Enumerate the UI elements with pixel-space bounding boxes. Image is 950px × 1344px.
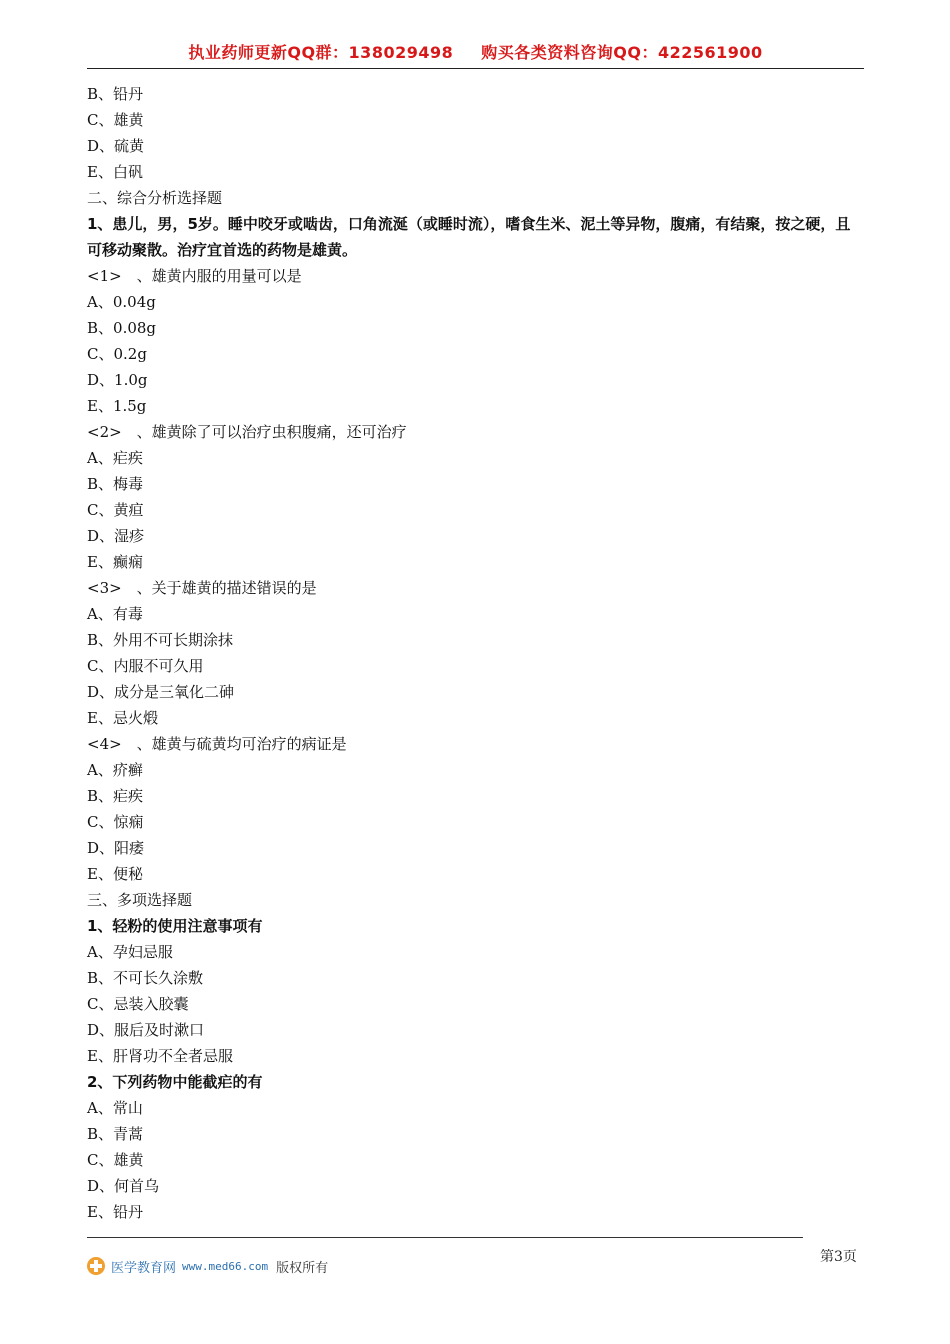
footer-brand xyxy=(87,1256,328,1276)
text-line: D、服后及时漱口 xyxy=(87,1021,205,1039)
text-line: <3> 、关于雄黄的描述错误的是 xyxy=(87,579,317,597)
text-line: <1> 、雄黄内服的用量可以是 xyxy=(87,267,302,285)
text-line: C、0.2g xyxy=(87,345,147,363)
text-line: D、1.0g xyxy=(87,371,148,389)
text-line: B、疟疾 xyxy=(87,787,144,805)
text-line: <2> 、雄黄除了可以治疗虫积腹痛，还可治疗 xyxy=(87,423,407,441)
text-line: A、孕妇忌服 xyxy=(87,943,173,961)
text-line: 二、综合分析选择题 xyxy=(87,189,223,207)
text-line: E、癫痫 xyxy=(87,553,143,571)
text-line: A、0.04g xyxy=(87,293,156,311)
text-line: E、白矾 xyxy=(87,163,143,181)
text-line: C、忌装入胶囊 xyxy=(87,995,189,1013)
text-line: E、便秘 xyxy=(87,865,143,883)
text-line: B、0.08g xyxy=(87,319,157,337)
text-line: A、疟疾 xyxy=(87,449,143,467)
medical-cross-logo-icon xyxy=(87,1257,105,1275)
question-stem: 可移动聚散。治疗宜首选的药物是雄黄。 xyxy=(87,241,358,259)
text-line: D、湿疹 xyxy=(87,527,145,545)
question-stem: 2、下列药物中能截疟的有 xyxy=(87,1073,263,1091)
document-body xyxy=(87,81,864,1225)
header-qq-contact: 购买各类资料咨询QQ：422561900 xyxy=(481,43,763,62)
text-line: B、不可长久涂敷 xyxy=(87,969,204,987)
brand-url[interactable]: www.med66.com xyxy=(182,1259,269,1273)
text-line: A、有毒 xyxy=(87,605,143,623)
text-line: E、忌火煅 xyxy=(87,709,158,727)
text-line: D、何首乌 xyxy=(87,1177,160,1195)
text-line: E、1.5g xyxy=(87,397,147,415)
text-line: C、雄黄 xyxy=(87,1151,144,1169)
question-stem: 1、患儿，男，5岁。睡中咬牙或啮齿，口角流涎（或睡时流），嗜食生米、泥土等异物，腹痛，有结聚，按之硬，且 xyxy=(87,215,851,233)
text-line: B、铅丹 xyxy=(87,85,144,103)
text-line: D、硫黄 xyxy=(87,137,145,155)
text-line: A、疥癣 xyxy=(87,761,143,779)
text-line: <4> 、雄黄与硫黄均可治疗的病证是 xyxy=(87,735,347,753)
text-line: E、肝肾功不全者忌服 xyxy=(87,1047,233,1065)
text-line: B、青蒿 xyxy=(87,1125,144,1143)
page-number: 第3页 xyxy=(820,1249,857,1265)
text-line: A、常山 xyxy=(87,1099,143,1117)
header-qq-group: 执业药师更新QQ群：138029498 xyxy=(188,43,454,62)
text-line: C、惊痫 xyxy=(87,813,144,831)
question-stem: 1、轻粉的使用注意事项有 xyxy=(87,917,263,935)
text-line: D、成分是三氧化二砷 xyxy=(87,683,235,701)
page-header xyxy=(87,42,864,69)
text-line: C、内服不可久用 xyxy=(87,657,204,675)
text-line: C、雄黄 xyxy=(87,111,144,129)
text-line: E、铅丹 xyxy=(87,1203,143,1221)
brand-name: 医学教育网 xyxy=(111,1260,177,1276)
text-line: C、黄疸 xyxy=(87,501,144,519)
text-line: 三、多项选择题 xyxy=(87,891,193,909)
brand-rights: 版权所有 xyxy=(276,1260,329,1276)
footer-divider xyxy=(87,1237,803,1238)
text-line: D、阳痿 xyxy=(87,839,145,857)
text-line: B、外用不可长期涂抹 xyxy=(87,631,234,649)
text-line: B、梅毒 xyxy=(87,475,144,493)
